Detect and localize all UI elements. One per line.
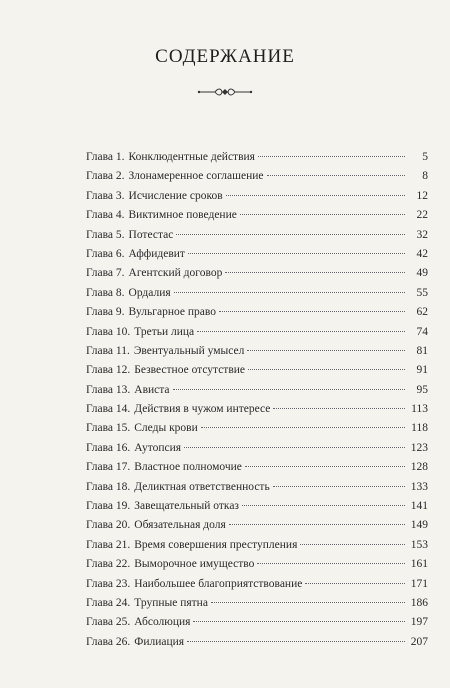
toc-chapter-number: Глава 3. <box>86 189 125 202</box>
toc-entry <box>86 148 428 167</box>
toc-page-number: 133 <box>410 480 428 493</box>
toc-entry <box>86 536 428 555</box>
dot-leader <box>193 621 405 622</box>
toc-page-number: 91 <box>416 364 428 377</box>
toc-chapter-title: Абсолюция <box>134 616 191 629</box>
toc-chapter-title: Ависта <box>134 383 170 396</box>
toc-page-number: 42 <box>416 247 428 260</box>
toc-page-number: 118 <box>411 422 428 435</box>
toc-page-number: 149 <box>410 519 428 532</box>
flourish-divider-icon <box>197 86 253 98</box>
toc-chapter-number: Глава 22. <box>86 558 131 571</box>
dot-leader <box>201 427 405 428</box>
dot-leader <box>240 214 405 215</box>
dot-leader <box>247 350 405 351</box>
toc-chapter-title: Злонамеренное соглашение <box>128 170 264 183</box>
toc-page-number: 197 <box>410 616 428 629</box>
toc-entry <box>86 555 428 574</box>
toc-entry <box>86 497 428 516</box>
toc-page-number: 5 <box>422 151 428 163</box>
toc-chapter-number: Глава 11. <box>86 344 130 357</box>
toc-entry <box>86 613 428 632</box>
toc-chapter-title: Потестас <box>128 228 174 241</box>
toc-chapter-number: Глава 12. <box>86 364 131 377</box>
toc-page-number: 55 <box>416 286 428 299</box>
dot-leader <box>226 195 405 196</box>
toc-page-number: 207 <box>410 635 428 648</box>
toc-chapter-title: Наибольшее благоприятствование <box>134 577 303 590</box>
toc-chapter-title: Безвестное отсутствие <box>134 364 246 377</box>
toc-chapter-number: Глава 9. <box>86 306 125 319</box>
toc-chapter-title: Конклюдентные действия <box>128 151 255 163</box>
toc-entry <box>86 400 428 419</box>
toc-chapter-number: Глава 4. <box>86 209 125 222</box>
dot-leader <box>245 466 405 467</box>
toc-entry <box>86 284 428 303</box>
toc-chapter-number: Глава 2. <box>86 170 125 183</box>
toc-chapter-number: Глава 26. <box>86 635 131 648</box>
toc-entry <box>86 187 428 206</box>
toc-page-number: 62 <box>416 306 428 319</box>
dot-leader <box>187 641 405 642</box>
toc-entry <box>86 419 428 438</box>
toc-chapter-title: Филиация <box>134 635 185 648</box>
toc-chapter-number: Глава 20. <box>86 519 131 532</box>
dot-leader <box>219 311 405 312</box>
toc-chapter-title: Действия в чужом интересе <box>134 403 271 416</box>
toc-entry <box>86 458 428 477</box>
dot-leader <box>184 447 405 448</box>
toc-chapter-title: Аффидевит <box>128 247 185 260</box>
toc-chapter-title: Время совершения преступления <box>134 538 298 551</box>
toc-chapter-number: Глава 19. <box>86 500 131 513</box>
toc-entry <box>86 516 428 535</box>
toc-chapter-title: Следы крови <box>134 422 198 435</box>
toc-page-number: 95 <box>416 383 428 396</box>
toc-chapter-title: Третьи лица <box>134 325 195 338</box>
toc-chapter-title: Властное полномочие <box>134 461 242 474</box>
toc-entry <box>86 439 428 458</box>
dot-leader <box>300 544 405 545</box>
toc-chapter-number: Глава 5. <box>86 228 125 241</box>
toc-page-number: 12 <box>416 189 428 202</box>
dot-leader <box>174 292 405 293</box>
ornament <box>0 86 450 98</box>
toc-chapter-number: Глава 13. <box>86 383 131 396</box>
toc-chapter-title: Деликтная ответственность <box>134 480 270 493</box>
toc-page-number: 161 <box>410 558 428 571</box>
toc-chapter-number: Глава 25. <box>86 616 131 629</box>
dot-leader <box>188 253 405 254</box>
toc-page-number: 8 <box>422 170 428 183</box>
toc-page-number: 141 <box>410 500 428 513</box>
toc-chapter-number: Глава 10. <box>86 325 131 338</box>
toc-entry <box>86 245 428 264</box>
dot-leader <box>197 331 405 332</box>
dot-leader <box>248 369 405 370</box>
dot-leader <box>305 583 405 584</box>
toc-page-number: 113 <box>411 403 428 416</box>
toc-chapter-title: Исчисление сроков <box>128 189 223 202</box>
toc-entry <box>86 478 428 497</box>
dot-leader <box>173 389 405 390</box>
page-title: СОДЕРЖАНИЕ <box>155 46 295 67</box>
table-of-contents <box>86 148 428 652</box>
toc-chapter-number: Глава 23. <box>86 577 131 590</box>
toc-chapter-title: Обязательная доля <box>134 519 226 532</box>
dot-leader <box>211 602 405 603</box>
toc-page-number: 123 <box>410 441 428 454</box>
toc-entry <box>86 323 428 342</box>
toc-page-number: 128 <box>410 461 428 474</box>
toc-page-number: 81 <box>416 344 428 357</box>
toc-entry <box>86 226 428 245</box>
toc-entry <box>86 381 428 400</box>
toc-chapter-number: Глава 8. <box>86 286 125 299</box>
toc-entry <box>86 361 428 380</box>
toc-entry <box>86 342 428 361</box>
toc-page-number: 186 <box>410 596 428 609</box>
dot-leader <box>267 175 406 176</box>
toc-entry <box>86 303 428 322</box>
toc-page-number: 49 <box>416 267 428 280</box>
toc-chapter-title: Трупные пятна <box>134 596 208 609</box>
toc-chapter-number: Глава 24. <box>86 596 131 609</box>
toc-chapter-title: Выморочное имущество <box>134 558 255 571</box>
toc-chapter-title: Агентский договор <box>128 267 223 280</box>
toc-chapter-number: Глава 6. <box>86 247 125 260</box>
dot-leader <box>273 408 405 409</box>
toc-chapter-number: Глава 7. <box>86 267 125 280</box>
toc-entry <box>86 575 428 594</box>
toc-chapter-number: Глава 17. <box>86 461 131 474</box>
toc-entry <box>86 264 428 283</box>
dot-leader <box>258 156 405 157</box>
toc-entry <box>86 594 428 613</box>
toc-page-number: 74 <box>416 325 428 338</box>
toc-chapter-number: Глава 15. <box>86 422 131 435</box>
toc-chapter-number: Глава 18. <box>86 480 131 493</box>
toc-chapter-title: Виктимное поведение <box>128 209 237 222</box>
toc-chapter-title: Ордалия <box>128 286 171 299</box>
toc-chapter-title: Эвентуальный умысел <box>133 344 245 357</box>
toc-entry <box>86 167 428 186</box>
toc-entry <box>86 206 428 225</box>
dot-leader <box>273 486 405 487</box>
toc-chapter-title: Завещательный отказ <box>134 500 239 513</box>
toc-entry <box>86 633 428 652</box>
dot-leader <box>225 272 405 273</box>
toc-chapter-number: Глава 1. <box>86 151 125 163</box>
toc-page-number: 32 <box>416 228 428 241</box>
toc-chapter-number: Глава 21. <box>86 538 131 551</box>
dot-leader <box>257 563 405 564</box>
toc-page-number: 22 <box>416 209 428 222</box>
toc-chapter-number: Глава 16. <box>86 441 131 454</box>
toc-chapter-title: Аутопсия <box>134 441 182 454</box>
dot-leader <box>242 505 405 506</box>
dot-leader <box>176 234 405 235</box>
toc-chapter-number: Глава 14. <box>86 403 131 416</box>
dot-leader <box>229 524 405 525</box>
toc-page-number: 153 <box>410 538 428 551</box>
toc-page-number: 171 <box>410 577 428 590</box>
toc-chapter-title: Вульгарное право <box>128 306 216 319</box>
